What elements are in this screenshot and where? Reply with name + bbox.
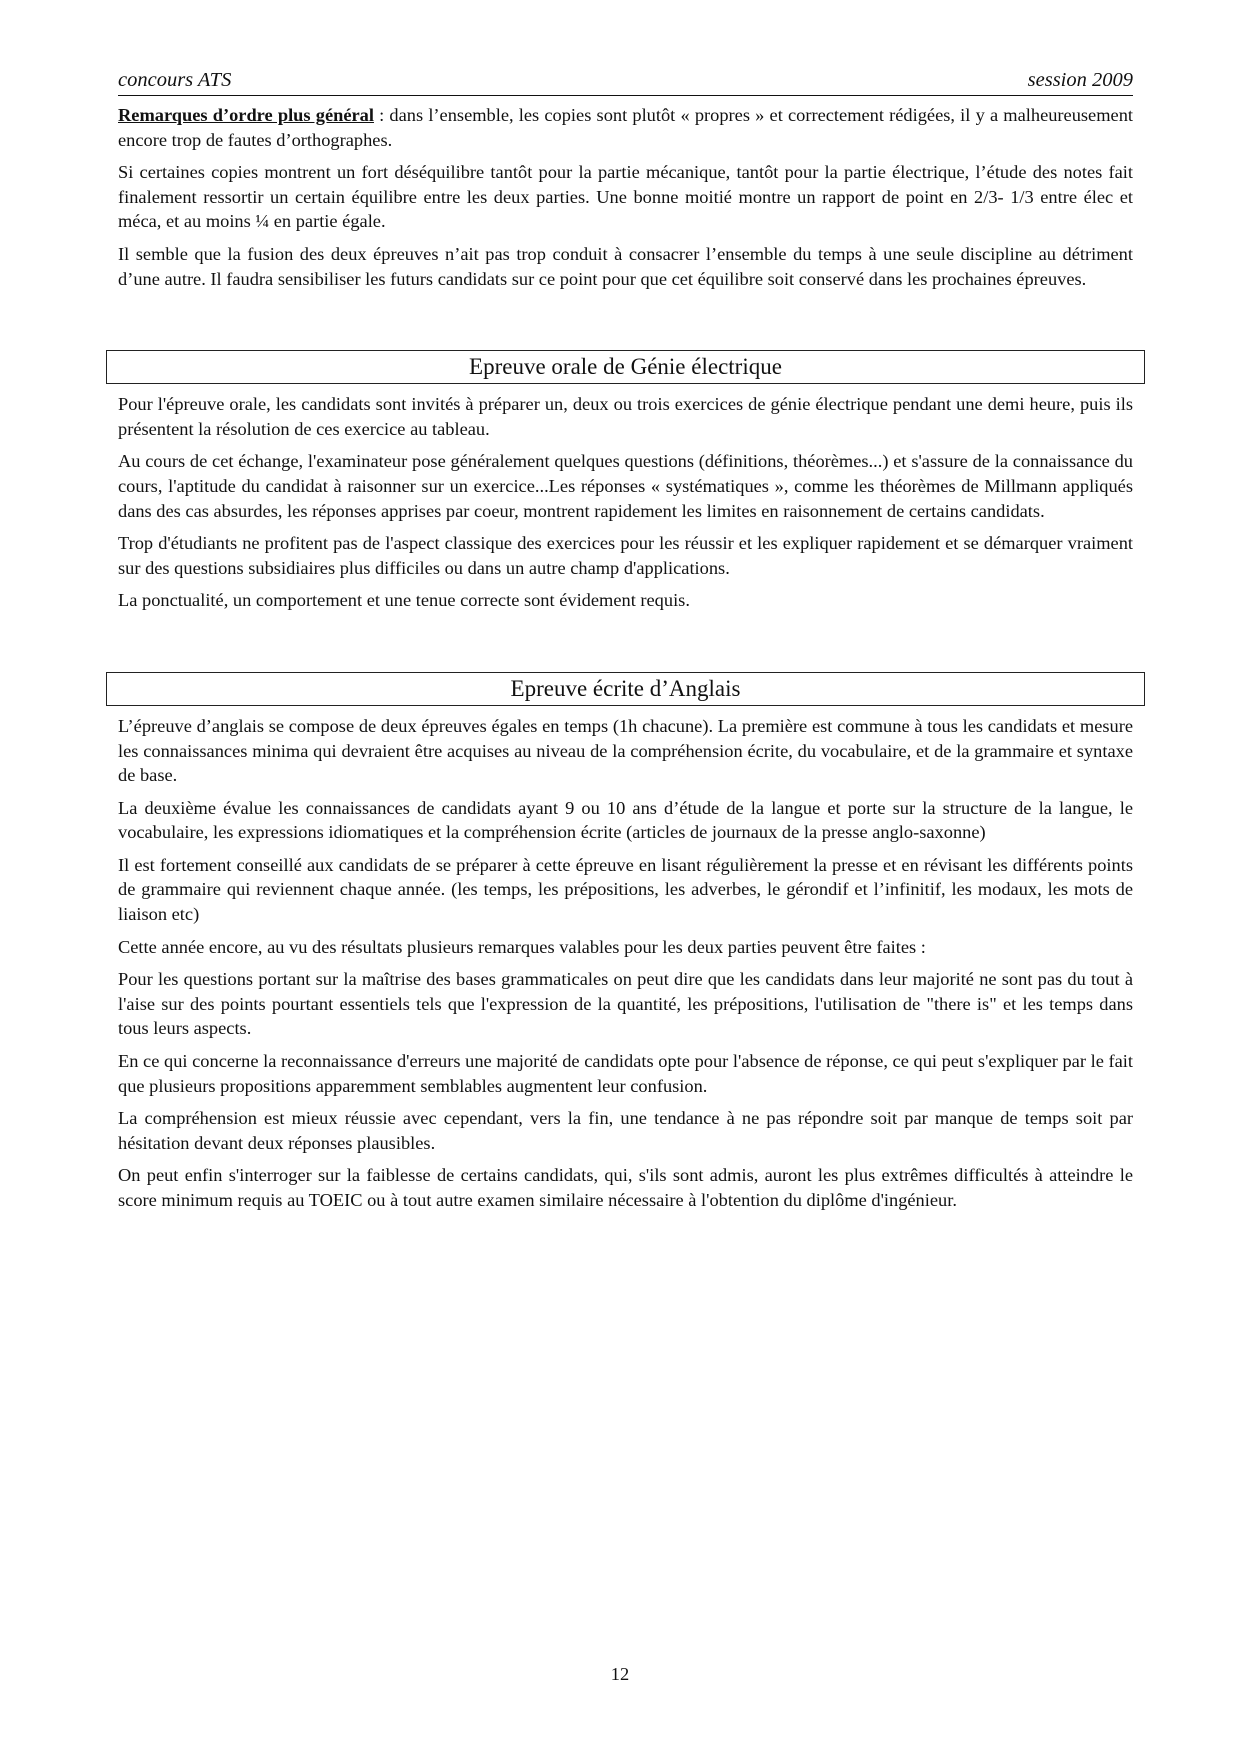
paragraph: Si certaines copies montrent un fort déséquilibre tantôt pour la partie mécanique, tantôt pour la partie électrique, l’étude des notes fait finalement ressortir un certain équilibre entre les deux parties. Une bonne moitié montre un rapport de point en 2/3- 1/3 entre élec et méca, et au moins ¼ en partie égale. bbox=[118, 162, 1133, 232]
paragraph: L’épreuve d’anglais se compose de deux épreuves égales en temps (1h chacune). La première est commune à tous les candidats et mesure les connaissances minima qui devraient être acquises au niveau de la compréhension écrite, du vocabulaire, et de la grammaire et syntaxe de base. bbox=[118, 715, 1133, 786]
general-remarks-intro bbox=[118, 103, 1133, 152]
paragraph: On peut enfin s'interroger sur la faiblesse de certains candidats, qui, s'ils sont admis, auront les plus extrêmes difficultés à atteindre le score minimum requis au TOEIC ou à tout autre examen similaire nécessaire à l'obtention du diplôme d'ingénieur. bbox=[118, 1165, 1133, 1210]
document-page bbox=[118, 68, 1133, 1221]
page-number: 12 bbox=[610, 1664, 630, 1684]
section-title-english: Epreuve écrite d’Anglais bbox=[106, 672, 1145, 706]
header-right: session 2009 bbox=[1027, 69, 1133, 91]
paragraph: Il semble que la fusion des deux épreuves n’ait pas trop conduit à consacrer l’ensemble du temps à une seule discipline au détriment d’une autre. Il faudra sensibiliser les futurs candidats sur ce point pour que cet équilibre soit conservé dans les prochaines épreuves. bbox=[118, 243, 1133, 289]
header-left: concours ATS bbox=[118, 69, 232, 91]
paragraph: Au cours de cet échange, l'examinateur pose généralement quelques questions (définitions, théorèmes...) et s'assure de la connaissance du cours, l'aptitude du candidat à raisonner sur un exercice...Les réponses « systématiques », comme les théorèmes de Millmann appliqués dans des cas absurdes, les réponses apprises par coeur, montrent rapidement les limites en raisonnement de certains candidats. bbox=[118, 451, 1133, 521]
paragraph: Pour les questions portant sur la maîtrise des bases grammaticales on peut dire que les candidats dans leur majorité ne sont pas du tout à l'aise sur des points pourtant essentiels tels que l'expression de la quantité, les prépositions, l'utilisation de "there is" et les temps dans tous leurs aspects. bbox=[118, 969, 1133, 1039]
english-section bbox=[118, 714, 1133, 1213]
oral-section bbox=[118, 392, 1133, 613]
paragraph: Il est fortement conseillé aux candidats de se préparer à cette épreuve en lisant régulièrement la presse et en révisant les différents points de grammaire qui reviennent chaque année. (les temps, les prépositions, les adverbes, le gérondif et l’infinitif, les modaux, les mots de liaison etc) bbox=[118, 854, 1133, 925]
general-remarks-label: Remarques d’ordre plus général bbox=[118, 105, 374, 125]
paragraph: La deuxième évalue les connaissances de candidats ayant 9 ou 10 ans d’étude de la langue et porte sur la structure de la langue, le vocabulaire, les expressions idiomatiques et la compréhension écrite (articles de journaux de la presse anglo-saxonne) bbox=[118, 797, 1133, 843]
paragraph: La ponctualité, un comportement et une tenue correcte sont évidement requis. bbox=[118, 590, 690, 611]
paragraph: Pour l'épreuve orale, les candidats sont invités à préparer un, deux ou trois exercices de génie électrique pendant une demi heure, puis ils présentent la résolution de ces exercice au tableau. bbox=[118, 394, 1133, 439]
general-remarks-intro-text: : dans l’ensemble, les copies sont plutôt « propres » et correctement rédigées, il y a malheureusement encore trop de fautes d’orthographes. bbox=[118, 105, 1133, 150]
paragraph: Trop d'étudiants ne profitent pas de l'aspect classique des exercices pour les réussir et les expliquer rapidement et se démarquer vraiment sur des questions subsidiaires plus difficiles ou dans un autre champ d'applications. bbox=[118, 533, 1133, 578]
general-remarks-section bbox=[118, 103, 1133, 291]
paragraph: Cette année encore, au vu des résultats plusieurs remarques valables pour les deux parties peuvent être faites : bbox=[118, 936, 926, 957]
paragraph: La compréhension est mieux réussie avec cependant, vers la fin, une tendance à ne pas répondre soit par manque de temps soit par hésitation devant deux réponses plausibles. bbox=[118, 1108, 1133, 1153]
page-header bbox=[118, 68, 1133, 96]
section-title-oral: Epreuve orale de Génie électrique bbox=[106, 350, 1145, 384]
paragraph: En ce qui concerne la reconnaissance d'erreurs une majorité de candidats opte pour l'absence de réponse, ce qui peut s'expliquer par le fait que plusieurs propositions apparemment semblables augmentent leur confusion. bbox=[118, 1051, 1133, 1096]
